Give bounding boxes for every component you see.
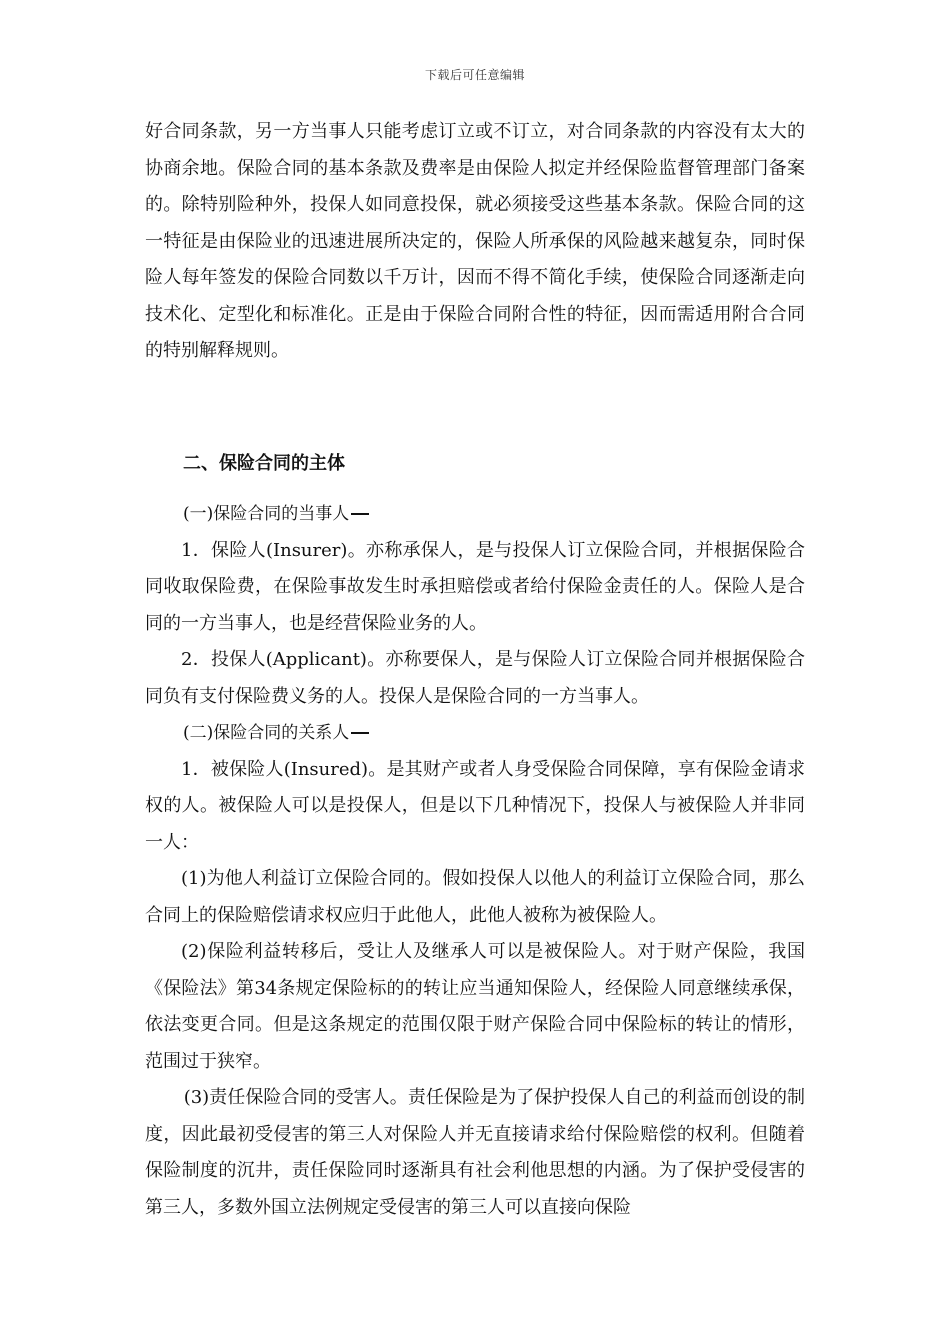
- subsection-title-parties-text: (一)保险合同的当事人: [183, 504, 350, 524]
- underscore-mark: [351, 513, 369, 515]
- paragraph-case-1: (1)为他人利益订立保险合同的。假如投保人以他人的利益订立保险合同，那么合同上的保险赔偿请求权应归于此他人，此他人被称为被保险人。: [145, 868, 805, 926]
- paragraph-applicant: 2．投保人(Applicant)。亦称要保人，是与保险人订立保险合同并根据保险合同负有支付保险费义务的人。投保人是保险合同的一方当事人。: [145, 649, 805, 707]
- underscore-mark: [351, 732, 369, 734]
- page-header: 下载后可任意编辑: [424, 68, 525, 82]
- section-title: 二、保险合同的主体: [183, 452, 345, 474]
- subsection-title-related: [145, 715, 805, 752]
- paragraph-intro: 好合同条款，另一方当事人只能考虑订立或不订立，对合同条款的内容没有太大的协商余地。保险合同的基本条款及费率是由保险人拟定并经保险监督管理部门备案的。除特别险种外，投保人如同意投保，就必须接受这些基本条款。保险合同的这一特征是由保险业的迅速进展所决定的，保险人所承保的风险越来越复杂，同时保险人每年签发的保险合同数以千万计，因而不得不简化手续，使保险合同逐渐走向技术化、定型化和标准化。正是由于保险合同附合性的特征，因而需适用附合合同的特别解释规则。: [145, 121, 805, 361]
- paragraph-insured: 1．被保险人(Insured)。是其财产或者人身受保险合同保障，享有保险金请求权的人。被保险人可以是投保人，但是以下几种情况下，投保人与被保险人并非同一人：: [145, 758, 805, 853]
- paragraph-case-2: (2)保险利益转移后，受让人及继承人可以是被保险人。对于财产保险，我国《保险法》第34条规定保险标的的转让应当通知保险人，经保险人同意继续承保，依法变更合同。但是这条规定的范围仅限于财产保险合同中保险标的转让的情形，范围过于狭窄。: [145, 941, 805, 1072]
- subsection-title-related-text: (二)保险合同的关系人: [183, 723, 350, 743]
- paragraph-insurer: 1．保险人(Insurer)。亦称承保人，是与投保人订立保险合同，并根据保险合同收取保险费，在保险事故发生时承担赔偿或者给付保险金责任的人。保险人是合同的一方当事人，也是经营保险业务的人。: [145, 539, 805, 634]
- paragraph-case-3: (3)责任保险合同的受害人。责任保险是为了保护投保人自己的利益而创设的制度，因此最初受侵害的第三人对保险人并无直接请求给付保险赔偿的权利。但随着保险制度的沉井，责任保险同时逐渐具有社会利他思想的内涵。为了保护受侵害的第三人，多数外国立法例规定受侵害的第三人可以直接向保险: [145, 1087, 805, 1218]
- document-body: [145, 114, 805, 1226]
- spacer: [145, 482, 805, 496]
- spacer: [145, 370, 805, 446]
- subsection-title-parties: [145, 496, 805, 533]
